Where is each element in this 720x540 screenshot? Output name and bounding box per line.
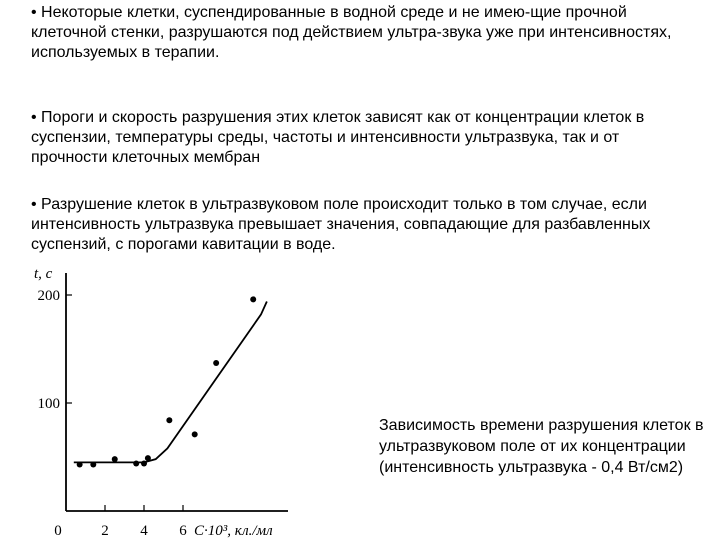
bullet-1: • Некоторые клетки, суспендированные в водной среде и не имею-щие прочной клеточной стенки, разрушаются под действием ультра-звука уже при интенсивностях, используемых в терапии. (31, 4, 672, 61)
data-point (250, 296, 256, 302)
data-point (77, 462, 83, 468)
data-point (141, 460, 147, 466)
data-point (145, 455, 151, 461)
data-point (166, 417, 172, 423)
bullet-2: • Пороги и скорость разрушения этих клеток зависят как от концентрации клеток в суспензии, температуры среды, частоты и интенсивности ультразвука, так и от прочности клеточных мембран (31, 109, 645, 166)
x-tick-label: 2 (101, 523, 109, 539)
x-axis-label: C·10³, кл./мл (194, 523, 273, 539)
bullet-3: • Разрушение клеток в ультразвуковом поле происходит только в том случае, если интенсивность ультразвука превышает значения, совпадающие для разбавленных суспензий, с порогами кавитации в воде. (31, 196, 651, 253)
data-point (112, 456, 118, 462)
data-point (213, 360, 219, 366)
data-point (90, 462, 96, 468)
y-tick-label: 100 (37, 396, 60, 412)
x-tick-label: 4 (140, 523, 148, 539)
fit-curve (74, 301, 267, 462)
data-point (192, 431, 198, 437)
time-vs-concentration-chart (0, 258, 340, 540)
data-point (133, 460, 139, 466)
x-tick-label: 0 (54, 523, 62, 539)
x-tick-label: 6 (179, 523, 187, 539)
y-axis-label: t, с (34, 266, 53, 282)
y-tick-label: 200 (37, 288, 60, 304)
chart-caption: Зависимость времени разрушения клеток в ультразвуковом поле от их концентрации (интенсивность ультразвука - 0,4 Вт/см2) (379, 417, 704, 476)
